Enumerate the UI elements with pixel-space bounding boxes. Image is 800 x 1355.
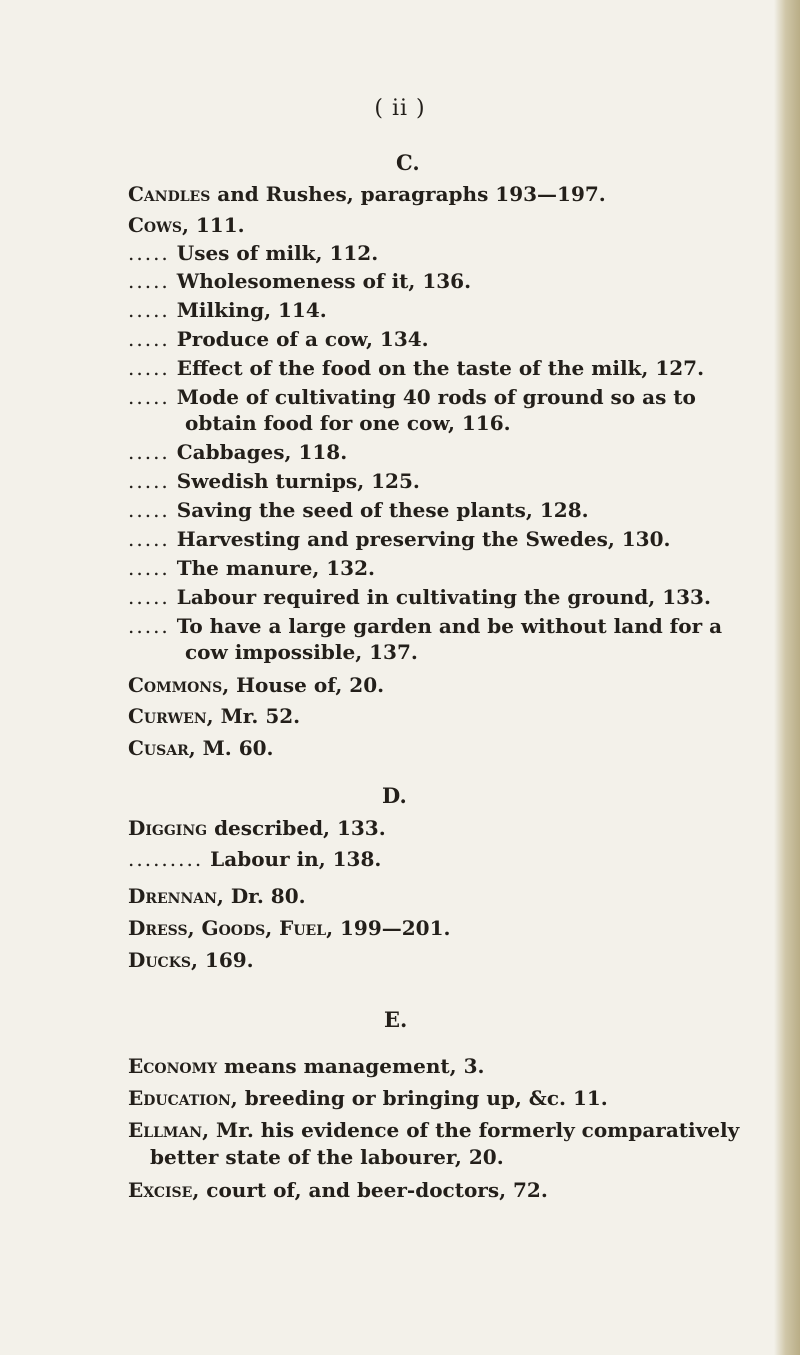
index-entry: Excise, court of, and beer-doctors, 72. [128, 1178, 548, 1202]
index-subentry: ..... Labour required in cultivating the ground, 133. [128, 585, 711, 609]
index-entry: Drennan, Dr. 80. [128, 884, 306, 908]
index-entry: Commons, House of, 20. [128, 673, 385, 697]
page-number: ( ii ) [374, 96, 426, 121]
index-entry: Curwen, Mr. 52. [128, 704, 301, 728]
index-entry: Cows, 111. [128, 213, 245, 237]
index-subentry: ..... Cabbages, 118. [128, 440, 348, 464]
section-heading-d: D. [382, 783, 407, 808]
index-subentry: ..... Swedish turnips, 125. [128, 469, 420, 493]
index-entry: Candles and Rushes, paragraphs 193—197. [128, 182, 606, 206]
index-subentry: ..... Effect of the food on the taste of the milk, 127. [128, 356, 705, 380]
index-subentry: ..... The manure, 132. [128, 556, 375, 580]
index-subentry: ..... To have a large garden and be without land for a [128, 614, 723, 638]
section-heading-e: E. [384, 1007, 408, 1032]
index-entry: Ellman, Mr. his evidence of the formerly comparatively [128, 1118, 740, 1142]
index-subentry: ..... Harvesting and preserving the Swedes, 130. [128, 527, 671, 551]
index-subentry: ..... Uses of milk, 112. [128, 241, 379, 265]
index-entry: Digging described, 133. [128, 816, 386, 840]
index-entry: Education, breeding or bringing up, &c. 11. [128, 1086, 608, 1110]
index-entry: Economy means management, 3. [128, 1054, 485, 1078]
index-subentry: ..... Milking, 114. [128, 298, 327, 322]
index-entry: Dress, Goods, Fuel, 199—201. [128, 916, 451, 940]
index-continuation: better state of the labourer, 20. [150, 1145, 504, 1169]
section-heading-c: C. [396, 150, 420, 175]
index-subentry: ..... Saving the seed of these plants, 128. [128, 498, 589, 522]
index-subentry: ..... Mode of cultivating 40 rods of ground so as to [128, 385, 696, 409]
index-continuation: obtain food for one cow, 116. [185, 411, 511, 435]
index-subentry: ..... Wholesomeness of it, 136. [128, 269, 472, 293]
index-subentry: ..... Produce of a cow, 134. [128, 327, 429, 351]
index-entry: Cusar, M. 60. [128, 736, 274, 760]
page-edge-shadow [774, 0, 800, 1355]
index-entry: Ducks, 169. [128, 948, 254, 972]
index-continuation: cow impossible, 137. [185, 640, 418, 664]
index-subentry: ......... Labour in, 138. [128, 847, 382, 871]
